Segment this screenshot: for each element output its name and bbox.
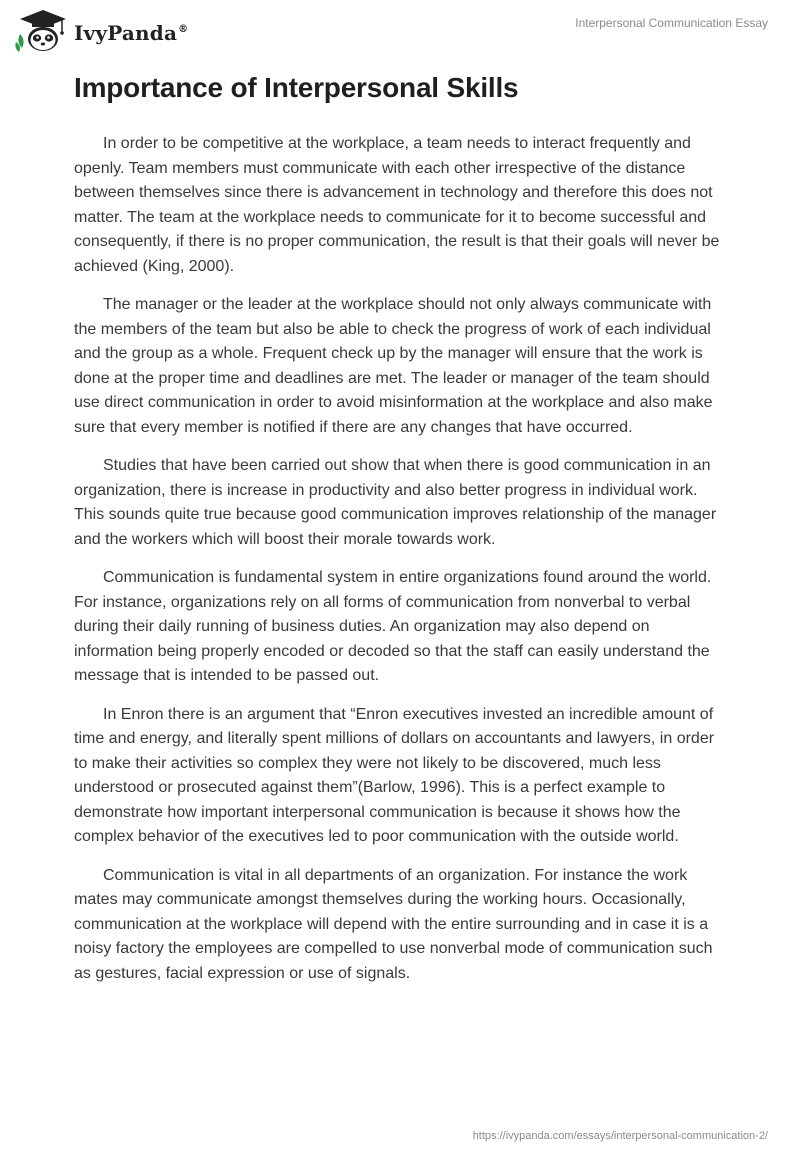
registered-mark: ®	[178, 24, 189, 36]
panda-graduation-cap-icon	[14, 8, 72, 54]
paragraph: In Enron there is an argument that “Enron executives invested an incredible amount of time and energy, and literally spent millions of dollars on accountants and lawyers, in order to make their activities so complex they were not likely to be discovered, much less understood or prosecuted against them”(Barlow, 1996). This is a perfect example to demonstrate how important interpersonal communication is because it shows how the complex behavior of the executives led to poor communication with the outside world.	[74, 705, 715, 845]
brand-name: IvyPanda®	[74, 21, 189, 45]
paragraph: In order to be competitive at the workplace, a team needs to interact frequently and openly. Team members must communicate with each other irrespective of the distance between themselves since there is advancement in technology and therefore this does not matter. The team at the workplace needs to communicate for it to become successful and consequently, if there is no proper communication, the result is that their goals will never be achieved (King, 2000).	[74, 135, 720, 275]
paragraph: Communication is vital in all departments of an organization. For instance the work mates may communicate amongst themselves during the working hours. Occasionally, communication at the workplace will depend with the entire surrounding and in case it is a noisy factory the employees are compelled to use nonverbal mode of communication such as gestures, facial expression or use of signals.	[74, 866, 713, 982]
paragraph: The manager or the leader at the workplace should not only always communicate with the members of the team but also be able to check the progress of work of each individual and the group as a whole. Frequent check up by the manager will ensure that the work is done at the proper time and deadlines are met. The leader or manager of the team should use direct communication in order to avoid misinformation at the workplace and also make sure that every member is notified if there are any changes that have occurred.	[74, 296, 713, 436]
article-body	[74, 132, 724, 1000]
document-label: Interpersonal Communication Essay	[575, 16, 768, 30]
brand-logo[interactable]	[14, 8, 188, 54]
page-title: Importance of Interpersonal Skills	[74, 72, 519, 103]
page-header	[0, 0, 800, 60]
paragraph: Communication is fundamental system in entire organizations found around the world. For instance, organizations rely on all forms of communication from nonverbal to verbal during their daily running of business duties. An organization may also depend on information being properly encoded or decoded so that the staff can easily understand the message that is intended to be passed out.	[74, 569, 712, 684]
source-url[interactable]: https://ivypanda.com/essays/interpersonal-communication-2/	[472, 1130, 768, 1142]
paragraph: Studies that have been carried out show that when there is good communication in an organization, there is increase in productivity and also better progress in individual work. This sounds quite true because good communication improves relationship of the manager and the workers which will boost their morale towards work.	[74, 457, 717, 548]
